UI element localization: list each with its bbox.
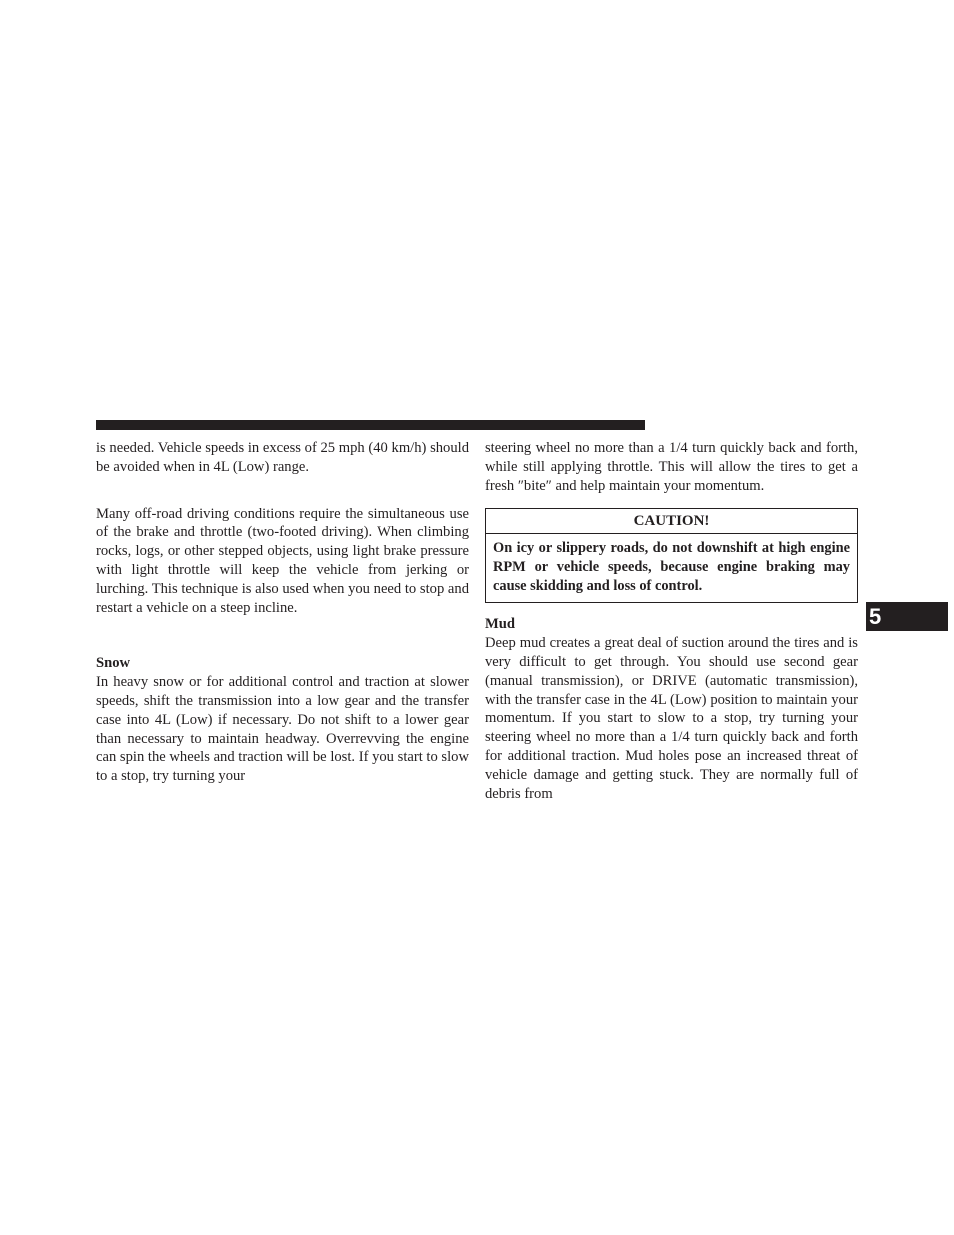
caution-title: CAUTION! (486, 509, 857, 534)
left-column (96, 439, 469, 786)
header-rule (96, 420, 645, 430)
chapter-tab: 5 (866, 602, 948, 631)
caution-text: On icy or slippery roads, do not downshift at high engine RPM or vehicle speeds, because engine braking may cause skidding and loss of control. (493, 540, 850, 595)
section-heading-snow: Snow (96, 655, 131, 672)
caution-box (485, 508, 858, 603)
right-column (485, 439, 858, 803)
section-heading-mud: Mud (485, 616, 516, 633)
paragraph-mud: Deep mud creates a great deal of suction around the tires and is very difficult to get through. You should use second gear (manual transmission), or DRIVE (automatic transmission), with the transfer case in the 4L (Low) position to maintain your momentum. If you start to slow to a stop, try turning your steering wheel no more than a 1/4 turn quickly back and forth for additional traction. Mud holes pose an increased threat of vehicle damage and getting stuck. They are normally full of debris from (485, 635, 858, 802)
paragraph-snow: In heavy snow or for additional control and traction at slower speeds, shift the transmission into a low gear and the transfer case into 4L (Low) if necessary. Do not shift to a lower gear than necessary to maintain headway. Overrevving the engine can spin the wheels and traction will be lost. If you start to slow to a stop, try turning your (96, 674, 469, 785)
paragraph-speed-limit: is needed. Vehicle speeds in excess of 25 mph (40 km/h) should be avoided when in 4L (Low) range. (96, 440, 469, 475)
paragraph-two-footed-driving: Many off-road driving conditions require the simultaneous use of the brake and throttle (two-footed driving). When climbing rocks, logs, or other stepped objects, using light brake pressure with light throttle will keep the vehicle from jerking or lurching. This technique is also used when you need to stop and restart a vehicle on a steep incline. (96, 505, 469, 616)
paragraph-steering-continuation: steering wheel no more than a 1/4 turn quickly back and forth, while still applying throttle. This will allow the tires to get a fresh ″bite″ and help maintain your momentum. (485, 440, 858, 494)
